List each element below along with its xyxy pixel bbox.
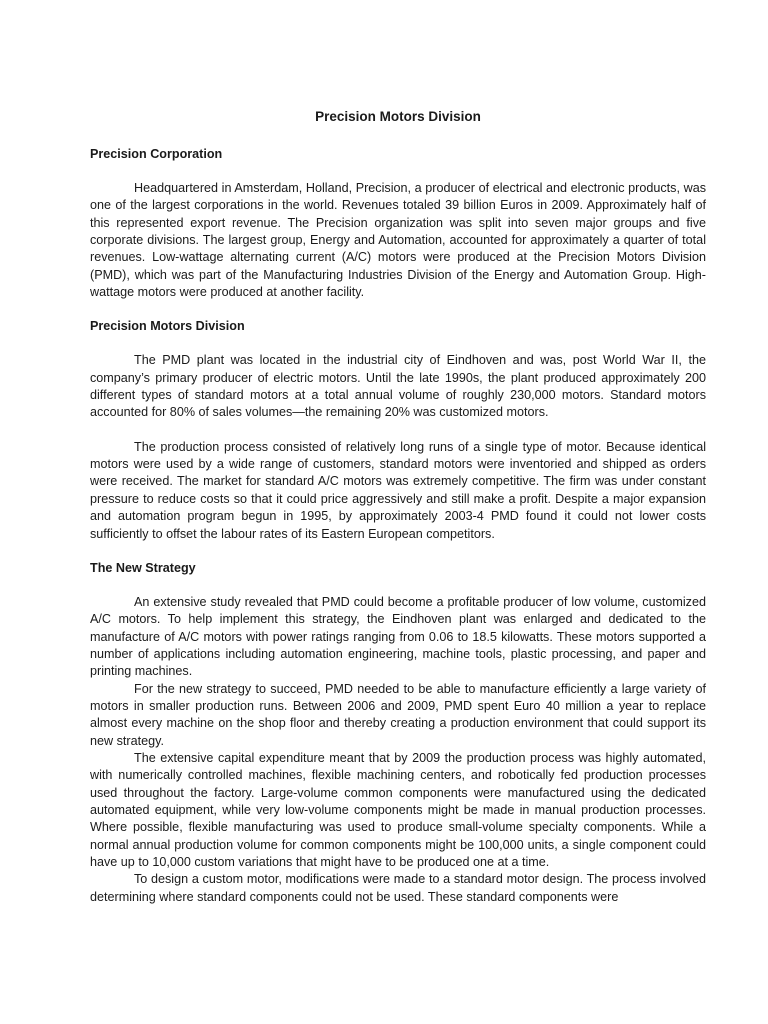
paragraph: For the new strategy to succeed, PMD needed to be able to manufacture efficiently a large variety of motors in smaller production runs. Between 2006 and 2009, PMD spent Euro 40 million a year to replace almost every machine on the shop floor and thereby creating a production environment that could support its new strategy. (90, 681, 706, 748)
document-page (90, 108, 706, 906)
paragraph: The extensive capital expenditure meant that by 2009 the production process was highly automated, with numerically controlled machines, flexible machining centers, and robotically fed production processes used throughout the factory. Large-volume common components were manufactured using the dedicated automated equipment, while very low-volume components might be made in manual production processes. Where possible, flexible manufacturing was used to produce small-volume specialty components. While a normal annual production volume for common components might be 100,000 units, a single component could have up to 10,000 custom variations that might have to be produced one at a time. (90, 750, 706, 869)
section-heading-the-new-strategy: The New Strategy (90, 560, 196, 575)
paragraph: The production process consisted of relatively long runs of a single type of motor. Because identical motors were used by a wide range of customers, standard motors were inventoried and shipped as orders were received. The market for standard A/C motors was extremely competitive. The firm was under constant pressure to reduce costs so that it could price aggressively and still make a profit. Despite a major expansion and automation program begun in 1995, by approximately 2003-4 PMD found it could not lower costs sufficiently to offset the labour rates of its Eastern European competitors. (90, 439, 706, 541)
paragraph: Headquartered in Amsterdam, Holland, Precision, a producer of electrical and electronic products, was one of the largest corporations in the world. Revenues totaled 39 billion Euros in 2009. Approximately half of this represented export revenue. The Precision organization was split into seven major groups and five corporate divisions. The largest group, Energy and Automation, accounted for approximately a quarter of total revenues. Low-wattage alternating current (A/C) motors were produced at the Precision Motors Division (PMD), which was part of the Manufacturing Industries Division of the Energy and Automation Group. High-wattage motors were produced at another facility. (90, 181, 706, 300)
document-title: Precision Motors Division (315, 109, 481, 124)
paragraph: The PMD plant was located in the industrial city of Eindhoven and was, post World War II, the company’s primary producer of electric motors. Until the late 1990s, the plant produced approximately 200 different types of standard motors at a total annual volume of roughly 230,000 motors. Standard motors accounted for 80% of sales volumes—the remaining 20% was customized motors. (90, 353, 706, 420)
section-heading-precision-motors-division: Precision Motors Division (90, 319, 245, 334)
spacer (90, 543, 706, 560)
paragraph: To design a custom motor, modifications were made to a standard motor design. The process involved determining where standard components could not be used. These standard components were (90, 872, 706, 904)
spacer (90, 301, 706, 318)
section-heading-precision-corporation: Precision Corporation (90, 147, 223, 161)
spacer (90, 422, 706, 439)
paragraph: An extensive study revealed that PMD could become a profitable producer of low volume, customized A/C motors. To help implement this strategy, the Eindhoven plant was enlarged and dedicated to the manufacture of A/C motors with power ratings ranging from 0.06 to 18.5 kilowatts. These motors supported a number of applications including automation engineering, machine tools, plastic processing, and paper and printing machines. (90, 594, 706, 679)
